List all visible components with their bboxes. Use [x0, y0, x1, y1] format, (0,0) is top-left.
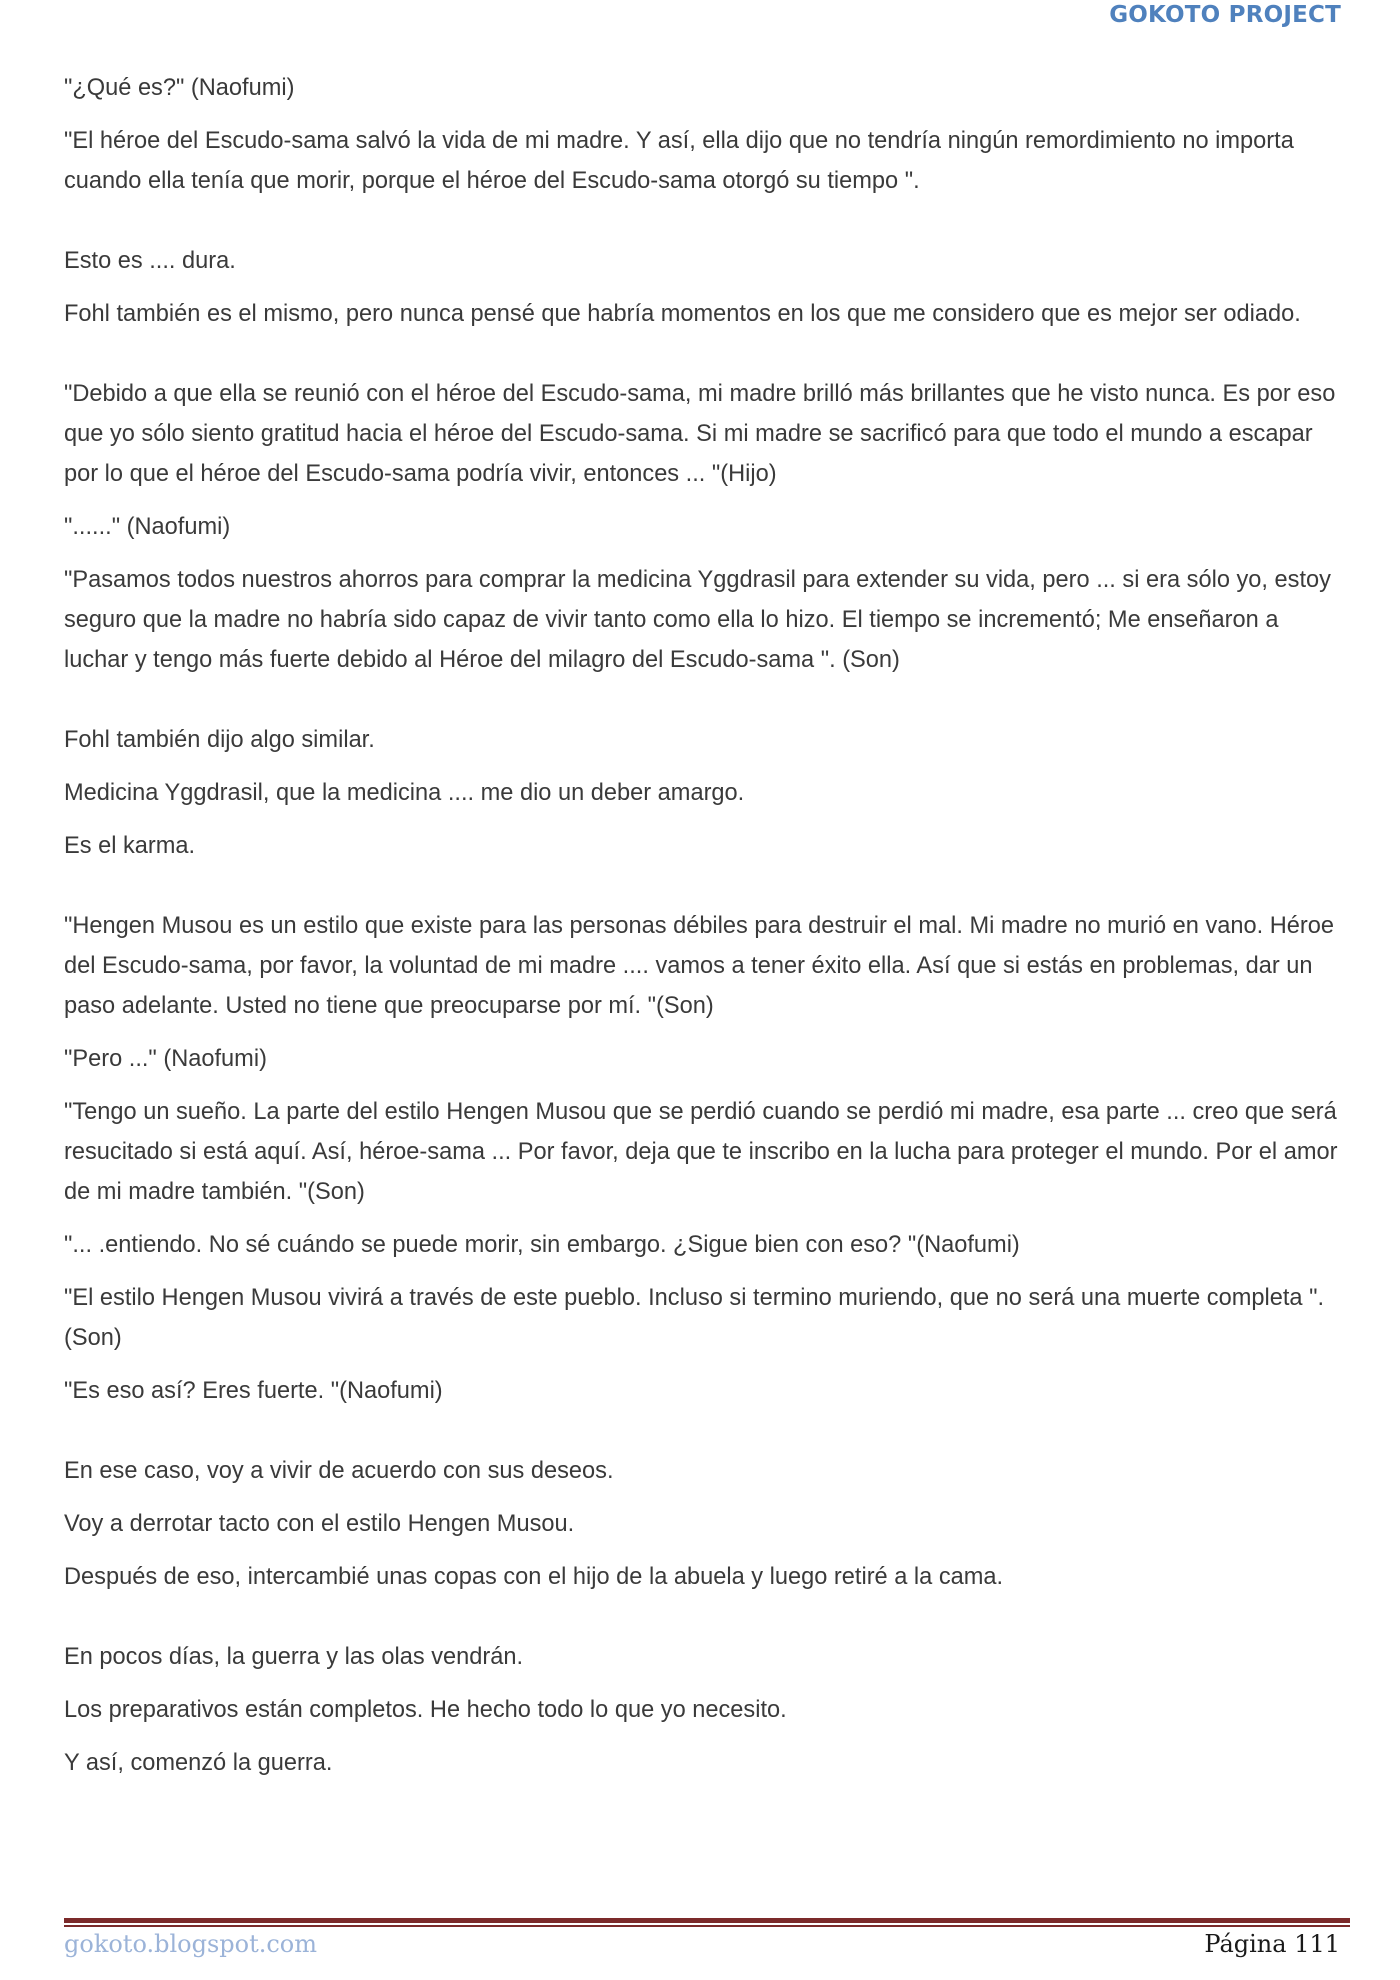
paragraph: "Hengen Musou es un estilo que existe para las personas débiles para destruir el mal. Mi madre no murió en vano. Héroe del Escudo-sama, por favor, la voluntad de mi madre .... vamos a tener éxito ella. Así que si estás en problemas, dar un paso adelante. Usted no tiene que preocuparse por mí. "(Son) — [64, 913, 1335, 1019]
paragraph: En ese caso, voy a vivir de acuerdo con sus deseos. — [64, 1458, 614, 1484]
paragraph: "......" (Naofumi) — [64, 514, 231, 540]
paragraph: Y así, comenzó la guerra. — [64, 1750, 333, 1776]
page-number: Página 111 — [1204, 1930, 1340, 1958]
paragraph: "El héroe del Escudo-sama salvó la vida de mi madre. Y así, ella dijo que no tendría ningún remordimiento no importa cuando ella tenía que morir, porque el héroe del Escudo-sama otorgó su tiempo ". — [64, 128, 1294, 194]
paragraph: "... .entiendo. No sé cuándo se puede morir, sin embargo. ¿Sigue bien con eso? "(Naofumi) — [64, 1232, 1020, 1258]
paragraph: "Tengo un sueño. La parte del estilo Hengen Musou que se perdió cuando se perdió mi madre, esa parte ... creo que será resucitado si está aquí. Así, héroe-sama ... Por favor, deja que te inscribo en la lucha para proteger el mundo. Por el amor de mi madre también. "(Son) — [64, 1099, 1338, 1205]
paragraph: "Pasamos todos nuestros ahorros para comprar la medicina Yggdrasil para extender su vida, pero ... si era sólo yo, estoy seguro que la madre no habría sido capaz de vivir tanto como ella lo hizo. El tiempo se incrementó; Me enseñaron a luchar y tengo más fuerte debido al Héroe del milagro del Escudo-sama ". (Son) — [64, 567, 1331, 673]
paragraph: Después de eso, intercambié unas copas con el hijo de la abuela y luego retiré a la cama. — [64, 1564, 1004, 1590]
paragraph: Fohl también es el mismo, pero nunca pensé que habría momentos en los que me considero que es mejor ser odiado. — [64, 301, 1301, 327]
paragraph: Fohl también dijo algo similar. — [64, 727, 375, 753]
header-brand: GOKOTO PROJECT — [1109, 2, 1341, 28]
document-body — [64, 68, 1340, 1796]
paragraph: Esto es .... dura. — [64, 248, 236, 274]
paragraph: "Pero ..." (Naofumi) — [64, 1046, 267, 1072]
footer-rule — [64, 1918, 1350, 1928]
paragraph: "El estilo Hengen Musou vivirá a través de este pueblo. Incluso si termino muriendo, que no será una muerte completa ". (Son) — [64, 1285, 1325, 1351]
footer-site-link[interactable]: gokoto.blogspot.com — [64, 1930, 318, 1958]
paragraph: "Debido a que ella se reunió con el héroe del Escudo-sama, mi madre brilló más brillantes que he visto nunca. Es por eso que yo sólo siento gratitud hacia el héroe del Escudo-sama. Si mi madre se sacrificó para que todo el mundo a escapar por lo que el héroe del Escudo-sama podría vivir, entonces ... "(Hijo) — [64, 381, 1336, 487]
paragraph: Los preparativos están completos. He hecho todo lo que yo necesito. — [64, 1697, 787, 1723]
paragraph: En pocos días, la guerra y las olas vendrán. — [64, 1644, 524, 1670]
paragraph: Medicina Yggdrasil, que la medicina .... me dio un deber amargo. — [64, 780, 745, 806]
paragraph: Voy a derrotar tacto con el estilo Hengen Musou. — [64, 1511, 575, 1537]
paragraph: "Es eso así? Eres fuerte. "(Naofumi) — [64, 1378, 443, 1404]
paragraph: "¿Qué es?" (Naofumi) — [64, 75, 295, 101]
paragraph: Es el karma. — [64, 833, 196, 859]
